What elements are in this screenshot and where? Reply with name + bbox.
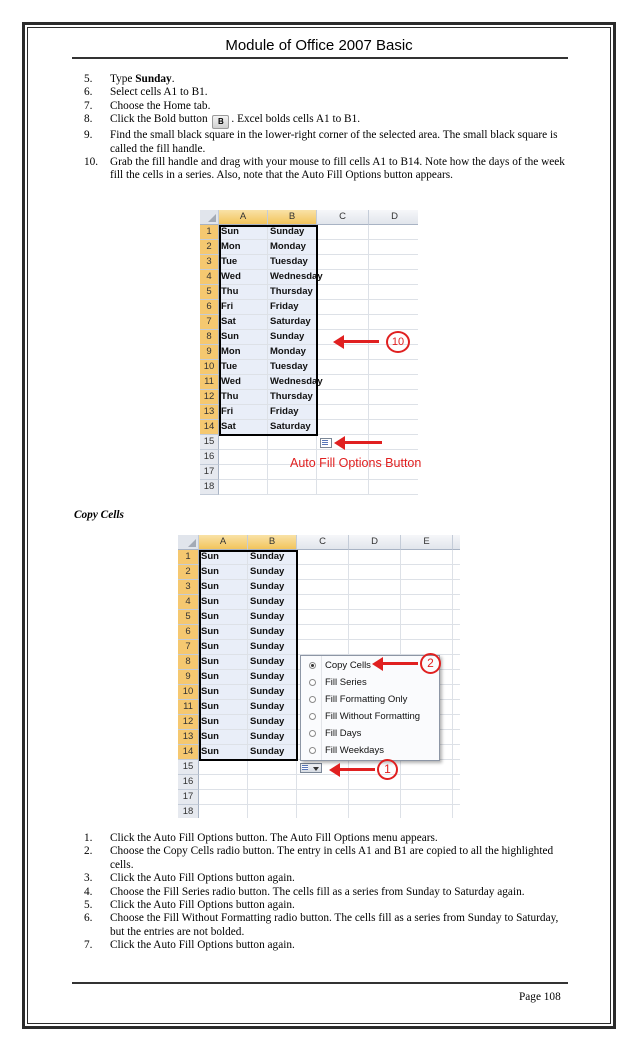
cell-b4[interactable]: Wednesday bbox=[268, 270, 317, 285]
cell-filler bbox=[453, 685, 460, 700]
step-item bbox=[72, 872, 572, 885]
cell-d17[interactable] bbox=[349, 790, 401, 805]
cell-c18[interactable] bbox=[297, 805, 349, 818]
cell-c3[interactable] bbox=[297, 580, 349, 595]
step-item bbox=[72, 129, 572, 156]
cell-d18[interactable] bbox=[369, 480, 418, 495]
arrow-icon bbox=[343, 340, 379, 343]
step-text: Choose the Fill Series radio button. The cells fill as a series from Sunday to Saturday again. bbox=[110, 885, 525, 898]
cell-d13[interactable] bbox=[369, 405, 418, 420]
cell-c16[interactable] bbox=[297, 775, 349, 790]
cell-b18[interactable] bbox=[248, 805, 297, 818]
radio-icon bbox=[309, 679, 316, 686]
cell-d1[interactable] bbox=[369, 225, 418, 240]
cell-b14[interactable]: Saturday bbox=[268, 420, 317, 435]
cell-b13[interactable]: Friday bbox=[268, 405, 317, 420]
cell-d18[interactable] bbox=[349, 805, 401, 818]
dropdown-caret-icon bbox=[313, 767, 319, 771]
selection-outline bbox=[219, 225, 318, 436]
cell-b7[interactable]: Sunday bbox=[248, 640, 297, 655]
cell-a16[interactable] bbox=[199, 775, 248, 790]
row-header[interactable]: 11 bbox=[178, 700, 199, 715]
cell-a1[interactable]: Sun bbox=[219, 225, 268, 240]
arrow-icon bbox=[344, 441, 382, 444]
menu-option-label: Fill Formatting Only bbox=[325, 694, 408, 705]
callout-number-1: 1 bbox=[377, 759, 398, 780]
cell-a2[interactable]: Mon bbox=[219, 240, 268, 255]
row-header[interactable]: 13 bbox=[178, 730, 199, 745]
cell-d6[interactable] bbox=[349, 625, 401, 640]
column-header-filler bbox=[453, 535, 460, 550]
cell-a1[interactable]: Sun bbox=[199, 550, 248, 565]
cell-a2[interactable]: Sun bbox=[199, 565, 248, 580]
radio-icon bbox=[309, 696, 316, 703]
auto-fill-options-caption: Auto Fill Options Button bbox=[290, 456, 422, 470]
cell-b3[interactable]: Sunday bbox=[248, 580, 297, 595]
cell-filler bbox=[453, 805, 460, 818]
cell-c11[interactable] bbox=[317, 375, 369, 390]
column-header-e[interactable]: E bbox=[401, 535, 453, 550]
cell-filler bbox=[453, 565, 460, 580]
step-bold-text: Sunday bbox=[135, 73, 172, 85]
selection-outline bbox=[199, 550, 298, 761]
cell-a6[interactable]: Sun bbox=[199, 625, 248, 640]
step-item bbox=[72, 100, 572, 113]
select-all-corner[interactable] bbox=[178, 535, 199, 550]
row-header[interactable]: 7 bbox=[200, 315, 219, 330]
cell-e5[interactable] bbox=[401, 610, 453, 625]
row-header[interactable]: 2 bbox=[178, 565, 199, 580]
menu-option-label: Fill Series bbox=[325, 677, 367, 688]
cell-a5[interactable]: Thu bbox=[219, 285, 268, 300]
cell-e16[interactable] bbox=[401, 775, 453, 790]
cell-filler bbox=[453, 550, 460, 565]
cell-a9[interactable]: Mon bbox=[219, 345, 268, 360]
step-item bbox=[72, 86, 572, 99]
cell-b2[interactable]: Monday bbox=[268, 240, 317, 255]
menu-option-fill-series[interactable] bbox=[301, 674, 439, 691]
column-header-c[interactable]: C bbox=[297, 535, 349, 550]
cell-c5[interactable] bbox=[297, 610, 349, 625]
row-header[interactable]: 9 bbox=[178, 670, 199, 685]
cell-filler bbox=[453, 715, 460, 730]
step-item bbox=[72, 845, 572, 872]
cell-e4[interactable] bbox=[401, 595, 453, 610]
cell-b14[interactable]: Sunday bbox=[248, 745, 297, 760]
cell-e15[interactable] bbox=[401, 760, 453, 775]
cell-a10[interactable]: Sun bbox=[199, 685, 248, 700]
select-all-corner[interactable] bbox=[200, 210, 219, 225]
row-header[interactable]: 18 bbox=[178, 805, 199, 818]
cell-a7[interactable]: Sun bbox=[199, 640, 248, 655]
cell-filler bbox=[453, 580, 460, 595]
row-header[interactable]: 10 bbox=[178, 685, 199, 700]
cell-d11[interactable] bbox=[369, 375, 418, 390]
cell-a12[interactable]: Thu bbox=[219, 390, 268, 405]
cell-b16[interactable] bbox=[248, 775, 297, 790]
cell-b6[interactable]: Friday bbox=[268, 300, 317, 315]
cell-a18[interactable] bbox=[219, 480, 268, 495]
cell-a14[interactable]: Sun bbox=[199, 745, 248, 760]
cell-d10[interactable] bbox=[369, 360, 418, 375]
header-rule bbox=[72, 57, 568, 59]
row-header[interactable]: 13 bbox=[200, 405, 219, 420]
cell-filler bbox=[453, 625, 460, 640]
cell-b9[interactable]: Monday bbox=[268, 345, 317, 360]
step-text: Select cells A1 to B1. bbox=[110, 86, 208, 99]
arrow-icon bbox=[382, 662, 418, 665]
step-item bbox=[72, 899, 572, 912]
row-header[interactable]: 8 bbox=[178, 655, 199, 670]
cell-filler bbox=[453, 595, 460, 610]
row-header[interactable]: 1 bbox=[200, 225, 219, 240]
cell-b18[interactable] bbox=[268, 480, 317, 495]
row-header[interactable]: 6 bbox=[178, 625, 199, 640]
menu-option-fill-formatting-only[interactable] bbox=[301, 691, 439, 708]
step-text: Click the Auto Fill Options button. The Auto Fill Options menu appears. bbox=[110, 832, 438, 844]
menu-option-copy-cells[interactable] bbox=[301, 657, 439, 674]
cell-c1[interactable] bbox=[317, 225, 369, 240]
cell-a14[interactable]: Sat bbox=[219, 420, 268, 435]
footer-rule bbox=[72, 982, 568, 984]
cell-filler bbox=[453, 730, 460, 745]
cell-b9[interactable]: Sunday bbox=[248, 670, 297, 685]
cell-filler bbox=[453, 775, 460, 790]
row-header[interactable]: 4 bbox=[178, 595, 199, 610]
step-text: Click the Auto Fill Options button again. bbox=[110, 899, 295, 912]
row-header[interactable]: 14 bbox=[178, 745, 199, 760]
row-header[interactable]: 4 bbox=[200, 270, 219, 285]
cell-c10[interactable] bbox=[317, 360, 369, 375]
auto-fill-options-menu bbox=[300, 655, 440, 761]
cell-a15[interactable] bbox=[219, 435, 268, 450]
cell-d5[interactable] bbox=[349, 610, 401, 625]
cell-a10[interactable]: Tue bbox=[219, 360, 268, 375]
row-header[interactable]: 15 bbox=[200, 435, 219, 450]
cell-filler bbox=[453, 745, 460, 760]
step-text: . bbox=[171, 73, 175, 85]
step-number: 4. bbox=[84, 885, 93, 898]
callout-number-2: 2 bbox=[420, 653, 441, 674]
cell-d7[interactable] bbox=[349, 640, 401, 655]
cell-d3[interactable] bbox=[369, 255, 418, 270]
step-number: 5. bbox=[84, 73, 93, 85]
cell-b7[interactable]: Saturday bbox=[268, 315, 317, 330]
row-header[interactable]: 3 bbox=[200, 255, 219, 270]
cell-a13[interactable]: Fri bbox=[219, 405, 268, 420]
step-number: 6. bbox=[84, 912, 93, 925]
cell-e2[interactable] bbox=[401, 565, 453, 580]
cell-d3[interactable] bbox=[349, 580, 401, 595]
step-number: 1. bbox=[84, 832, 93, 844]
cell-b1[interactable]: Sunday bbox=[248, 550, 297, 565]
menu-option-fill-weekdays[interactable] bbox=[301, 742, 439, 759]
cell-b5[interactable]: Thursday bbox=[268, 285, 317, 300]
cell-b12[interactable]: Sunday bbox=[248, 715, 297, 730]
radio-icon bbox=[309, 747, 316, 754]
row-header[interactable]: 18 bbox=[200, 480, 219, 495]
cell-a8[interactable]: Sun bbox=[219, 330, 268, 345]
cell-e3[interactable] bbox=[401, 580, 453, 595]
bold-button-icon: B bbox=[212, 115, 229, 129]
row-header[interactable]: 17 bbox=[178, 790, 199, 805]
radio-icon bbox=[309, 713, 316, 720]
cell-e18[interactable] bbox=[401, 805, 453, 818]
row-header[interactable]: 6 bbox=[200, 300, 219, 315]
step-text: Find the small black square in the lower-right corner of the selected area. The small black square is called the fill handle. bbox=[110, 129, 558, 155]
cell-a15[interactable] bbox=[199, 760, 248, 775]
cell-b11[interactable]: Wednesday bbox=[268, 375, 317, 390]
cell-c7[interactable] bbox=[297, 640, 349, 655]
cell-c13[interactable] bbox=[317, 405, 369, 420]
cell-a7[interactable]: Sat bbox=[219, 315, 268, 330]
cell-filler bbox=[453, 700, 460, 715]
column-header-b[interactable]: B bbox=[268, 210, 317, 225]
cell-b8[interactable]: Sunday bbox=[248, 655, 297, 670]
arrow-icon bbox=[339, 768, 375, 771]
cell-c12[interactable] bbox=[317, 390, 369, 405]
cell-e17[interactable] bbox=[401, 790, 453, 805]
cell-c18[interactable] bbox=[317, 480, 369, 495]
cell-filler bbox=[453, 640, 460, 655]
cell-filler bbox=[453, 610, 460, 625]
cell-filler bbox=[453, 790, 460, 805]
cell-c17[interactable] bbox=[297, 790, 349, 805]
row-header[interactable]: 5 bbox=[178, 610, 199, 625]
row-header[interactable]: 8 bbox=[200, 330, 219, 345]
cell-c5[interactable] bbox=[317, 285, 369, 300]
radio-icon bbox=[309, 730, 316, 737]
cell-d7[interactable] bbox=[369, 315, 418, 330]
row-header[interactable]: 7 bbox=[178, 640, 199, 655]
cell-a11[interactable]: Sun bbox=[199, 700, 248, 715]
cell-b10[interactable]: Tuesday bbox=[268, 360, 317, 375]
column-header-a[interactable]: A bbox=[199, 535, 248, 550]
column-header-c[interactable]: C bbox=[317, 210, 369, 225]
cell-c3[interactable] bbox=[317, 255, 369, 270]
cell-b2[interactable]: Sunday bbox=[248, 565, 297, 580]
row-header[interactable]: 17 bbox=[200, 465, 219, 480]
column-header-b[interactable]: B bbox=[248, 535, 297, 550]
step-number: 2. bbox=[84, 845, 93, 858]
step-text: Click the Bold button bbox=[110, 113, 211, 126]
cell-a17[interactable] bbox=[199, 790, 248, 805]
cell-a12[interactable]: Sun bbox=[199, 715, 248, 730]
step-number: 7. bbox=[84, 939, 93, 952]
row-header[interactable]: 5 bbox=[200, 285, 219, 300]
cell-b1[interactable]: Sunday bbox=[268, 225, 317, 240]
column-header-a[interactable]: A bbox=[219, 210, 268, 225]
step-item bbox=[72, 113, 572, 129]
cell-d1[interactable] bbox=[349, 550, 401, 565]
cell-a3[interactable]: Sun bbox=[199, 580, 248, 595]
menu-option-label: Fill Without Formatting bbox=[325, 711, 421, 722]
cell-b4[interactable]: Sunday bbox=[248, 595, 297, 610]
cell-c4[interactable] bbox=[297, 595, 349, 610]
cell-a6[interactable]: Fri bbox=[219, 300, 268, 315]
step-text: Choose the Copy Cells radio button. The entry in cells A1 and B1 are copied to all the highlighted cells. bbox=[110, 845, 554, 871]
cell-e1[interactable] bbox=[401, 550, 453, 565]
step-number: 7. bbox=[84, 99, 93, 112]
cell-c6[interactable] bbox=[297, 625, 349, 640]
cell-b10[interactable]: Sunday bbox=[248, 685, 297, 700]
auto-fill-options-button[interactable] bbox=[320, 438, 332, 448]
cell-c14[interactable] bbox=[317, 420, 369, 435]
cell-c7[interactable] bbox=[317, 315, 369, 330]
step-number: 10. bbox=[84, 156, 99, 169]
steps-list-bottom bbox=[72, 832, 572, 953]
radio-selected-icon bbox=[309, 662, 316, 669]
step-item bbox=[72, 939, 572, 952]
row-header[interactable]: 14 bbox=[200, 420, 219, 435]
cell-c6[interactable] bbox=[317, 300, 369, 315]
step-number: 8. bbox=[84, 113, 93, 126]
row-header[interactable]: 2 bbox=[200, 240, 219, 255]
row-header[interactable]: 11 bbox=[200, 375, 219, 390]
row-header[interactable]: 3 bbox=[178, 580, 199, 595]
cell-a16[interactable] bbox=[219, 450, 268, 465]
step-number: 9. bbox=[84, 129, 93, 142]
cell-b3[interactable]: Tuesday bbox=[268, 255, 317, 270]
cell-filler bbox=[453, 760, 460, 775]
cell-d2[interactable] bbox=[349, 565, 401, 580]
cell-a13[interactable]: Sun bbox=[199, 730, 248, 745]
row-header[interactable]: 9 bbox=[200, 345, 219, 360]
menu-option-label: Fill Days bbox=[325, 728, 362, 739]
cell-b8[interactable]: Sunday bbox=[268, 330, 317, 345]
cell-b11[interactable]: Sunday bbox=[248, 700, 297, 715]
cell-b15[interactable] bbox=[248, 760, 297, 775]
cell-a17[interactable] bbox=[219, 465, 268, 480]
step-item bbox=[72, 912, 572, 939]
auto-fill-options-button[interactable] bbox=[300, 763, 322, 773]
cell-a3[interactable]: Tue bbox=[219, 255, 268, 270]
page-number: Page 108 bbox=[519, 991, 561, 1003]
cell-d2[interactable] bbox=[369, 240, 418, 255]
row-header[interactable]: 10 bbox=[200, 360, 219, 375]
cell-c2[interactable] bbox=[317, 240, 369, 255]
step-number: 3. bbox=[84, 872, 93, 885]
step-text: Choose the Fill Without Formatting radio button. The cells fill as a series from Sunday to Saturday, but the entries are not bolded. bbox=[110, 912, 559, 938]
cell-e6[interactable] bbox=[401, 625, 453, 640]
page-header-title: Module of Office 2007 Basic bbox=[225, 37, 413, 54]
column-header-d[interactable]: D bbox=[369, 210, 418, 225]
cell-d4[interactable] bbox=[369, 270, 418, 285]
row-header[interactable]: 16 bbox=[178, 775, 199, 790]
cell-filler bbox=[453, 655, 460, 670]
step-text: Click the Auto Fill Options button again. bbox=[110, 939, 295, 952]
cell-d4[interactable] bbox=[349, 595, 401, 610]
step-text: Type bbox=[110, 73, 136, 85]
callout-number-10: 10 bbox=[386, 331, 410, 353]
step-text: . Excel bolds cells A1 to B1. bbox=[231, 113, 361, 126]
cell-d6[interactable] bbox=[369, 300, 418, 315]
cell-b15[interactable] bbox=[268, 435, 317, 450]
menu-option-fill-days[interactable] bbox=[301, 725, 439, 742]
step-item bbox=[72, 886, 572, 899]
row-header[interactable]: 15 bbox=[178, 760, 199, 775]
cell-d12[interactable] bbox=[369, 390, 418, 405]
cell-a8[interactable]: Sun bbox=[199, 655, 248, 670]
step-text: Click the Auto Fill Options button again. bbox=[110, 872, 295, 885]
step-number: 5. bbox=[84, 899, 93, 912]
cell-c4[interactable] bbox=[317, 270, 369, 285]
cell-c1[interactable] bbox=[297, 550, 349, 565]
step-item bbox=[72, 832, 572, 845]
cell-b12[interactable]: Thursday bbox=[268, 390, 317, 405]
row-header[interactable]: 12 bbox=[200, 390, 219, 405]
excel-screenshot-fill-series bbox=[200, 210, 418, 495]
menu-option-fill-without-formatting[interactable] bbox=[301, 708, 439, 725]
cell-b6[interactable]: Sunday bbox=[248, 625, 297, 640]
section-title: Copy Cells bbox=[74, 509, 124, 521]
cell-a4[interactable]: Wed bbox=[219, 270, 268, 285]
menu-option-label: Copy Cells bbox=[325, 660, 371, 671]
column-header-d[interactable]: D bbox=[349, 535, 401, 550]
cell-b17[interactable] bbox=[248, 790, 297, 805]
step-text: Grab the fill handle and drag with your mouse to fill cells A1 to B14. Note how the days of the week fill the cells in a series. Also, note that the Auto Fill Options button appears. bbox=[110, 156, 565, 182]
cell-a18[interactable] bbox=[199, 805, 248, 818]
cell-a5[interactable]: Sun bbox=[199, 610, 248, 625]
step-number: 6. bbox=[84, 86, 93, 99]
row-header[interactable]: 1 bbox=[178, 550, 199, 565]
row-header[interactable]: 16 bbox=[200, 450, 219, 465]
steps-list-top bbox=[72, 73, 572, 183]
cell-a11[interactable]: Wed bbox=[219, 375, 268, 390]
cell-a9[interactable]: Sun bbox=[199, 670, 248, 685]
cell-filler bbox=[453, 670, 460, 685]
cell-a4[interactable]: Sun bbox=[199, 595, 248, 610]
cell-b13[interactable]: Sunday bbox=[248, 730, 297, 745]
step-text: Choose the Home tab. bbox=[110, 99, 211, 112]
row-header[interactable]: 12 bbox=[178, 715, 199, 730]
cell-d5[interactable] bbox=[369, 285, 418, 300]
cell-d14[interactable] bbox=[369, 420, 418, 435]
step-item bbox=[72, 73, 572, 86]
menu-option-label: Fill Weekdays bbox=[325, 745, 384, 756]
cell-b5[interactable]: Sunday bbox=[248, 610, 297, 625]
step-item bbox=[72, 156, 572, 183]
cell-c2[interactable] bbox=[297, 565, 349, 580]
